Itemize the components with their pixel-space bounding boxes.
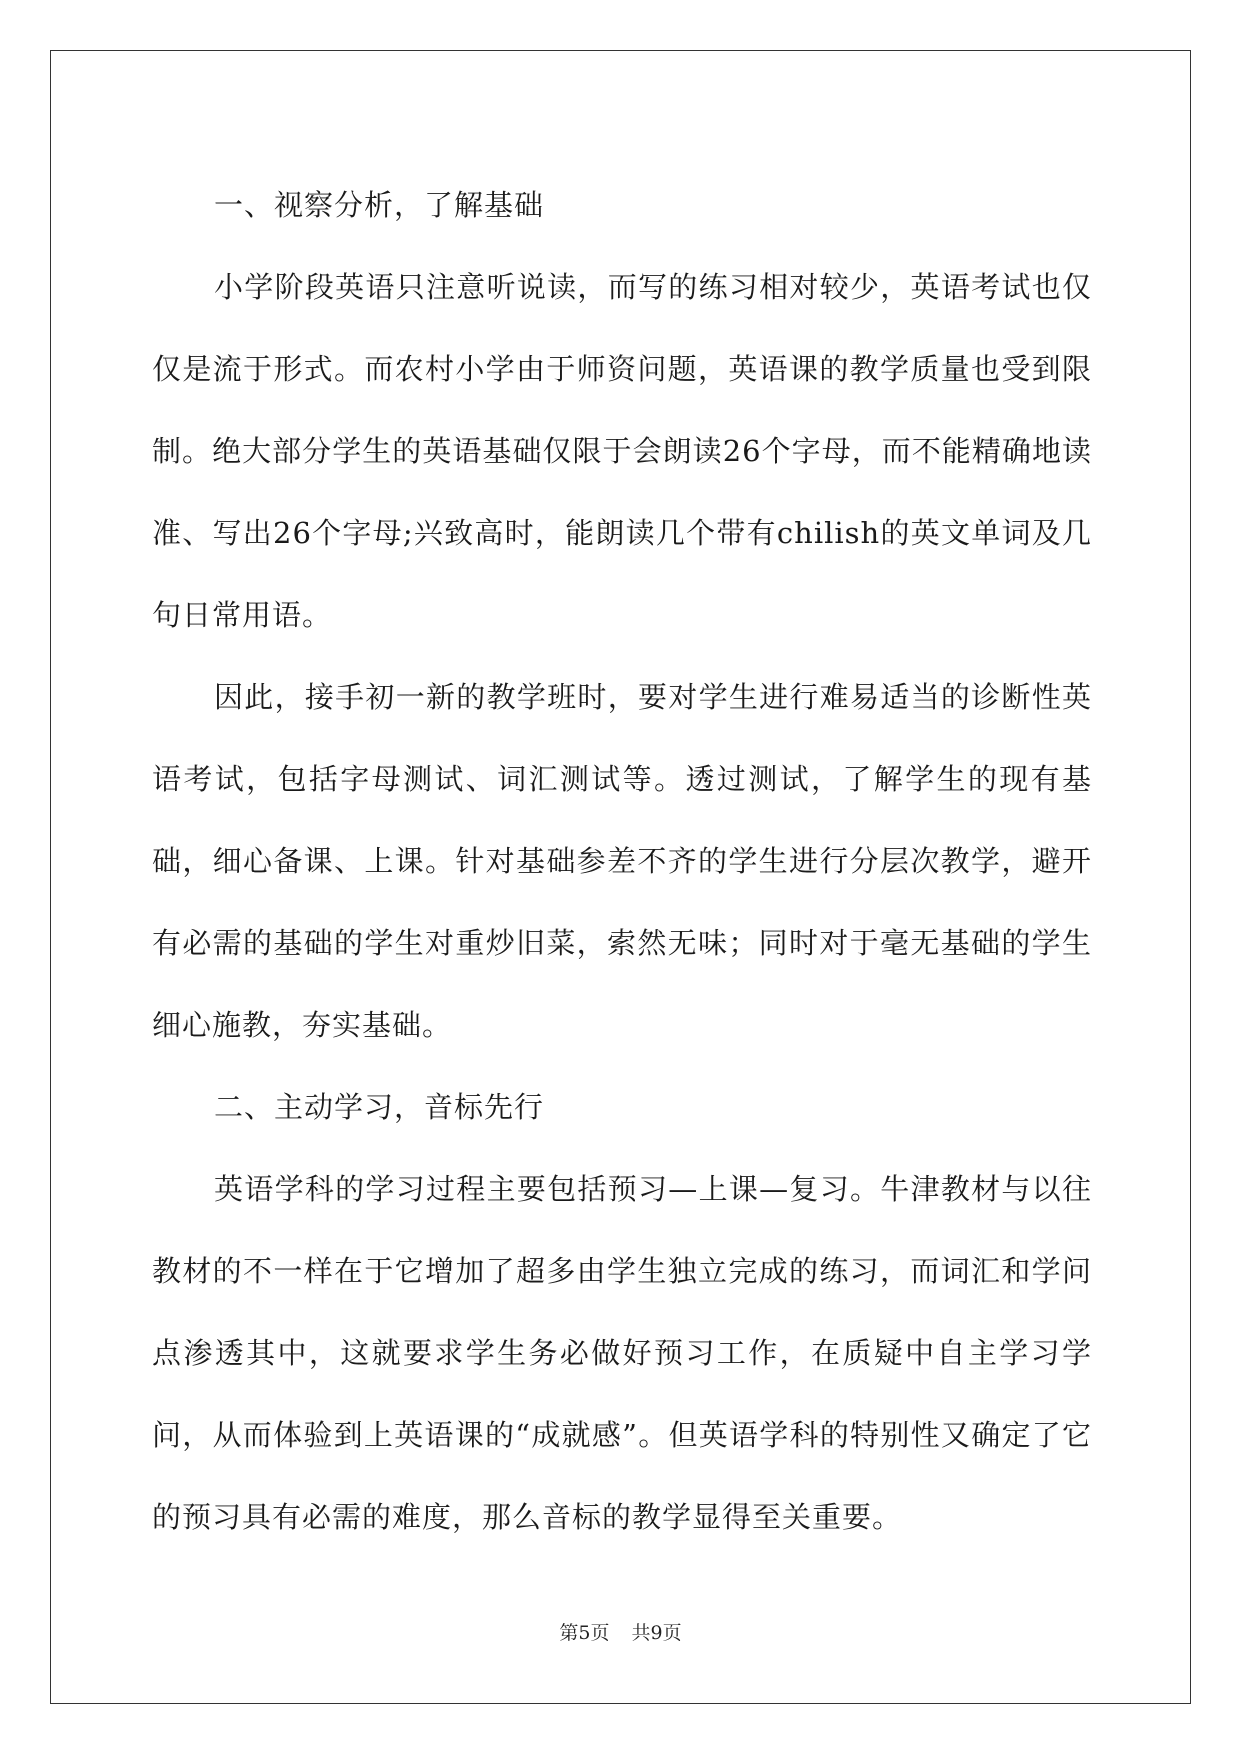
total-pages-label: 共9页 [631, 1622, 682, 1644]
section-heading-1: 一、视察分析，了解基础 [214, 188, 545, 222]
document-body [152, 164, 1092, 1558]
current-page-label: 第5页 [559, 1622, 610, 1644]
paragraph-3: 英语学科的学习过程主要包括预习—上课—复习。牛津教材与以往教材的不一样在于它增加了超多由学生独立完成的练习，而词汇和学问点渗透其中，这就要求学生务必做好预习工作，在质疑中自主学习学问，从而体验到上英语课的“成就感”。但英语学科的特别性又确定了它的预习具有必需的难度，那么音标的教学显得至关重要。 [152, 1172, 1092, 1534]
paragraph-2: 因此，接手初一新的教学班时，要对学生进行难易适当的诊断性英语考试，包括字母测试、词汇测试等。透过测试，了解学生的现有基础，细心备课、上课。针对基础参差不齐的学生进行分层次教学，避开有必需的基础的学生对重炒旧菜，索然无味；同时对于毫无基础的学生细心施教，夯实基础。 [152, 680, 1092, 1042]
section-heading-2: 二、主动学习，音标先行 [214, 1090, 545, 1124]
page-footer [0, 1618, 1241, 1645]
paragraph-1: 小学阶段英语只注意听说读，而写的练习相对较少，英语考试也仅仅是流于形式。而农村小学由于师资问题，英语课的教学质量也受到限制。绝大部分学生的英语基础仅限于会朗读26个字母，而不能精确地读准、写出26个字母;兴致高时，能朗读几个带有chilish的英文单词及几句日常用语。 [152, 270, 1092, 632]
